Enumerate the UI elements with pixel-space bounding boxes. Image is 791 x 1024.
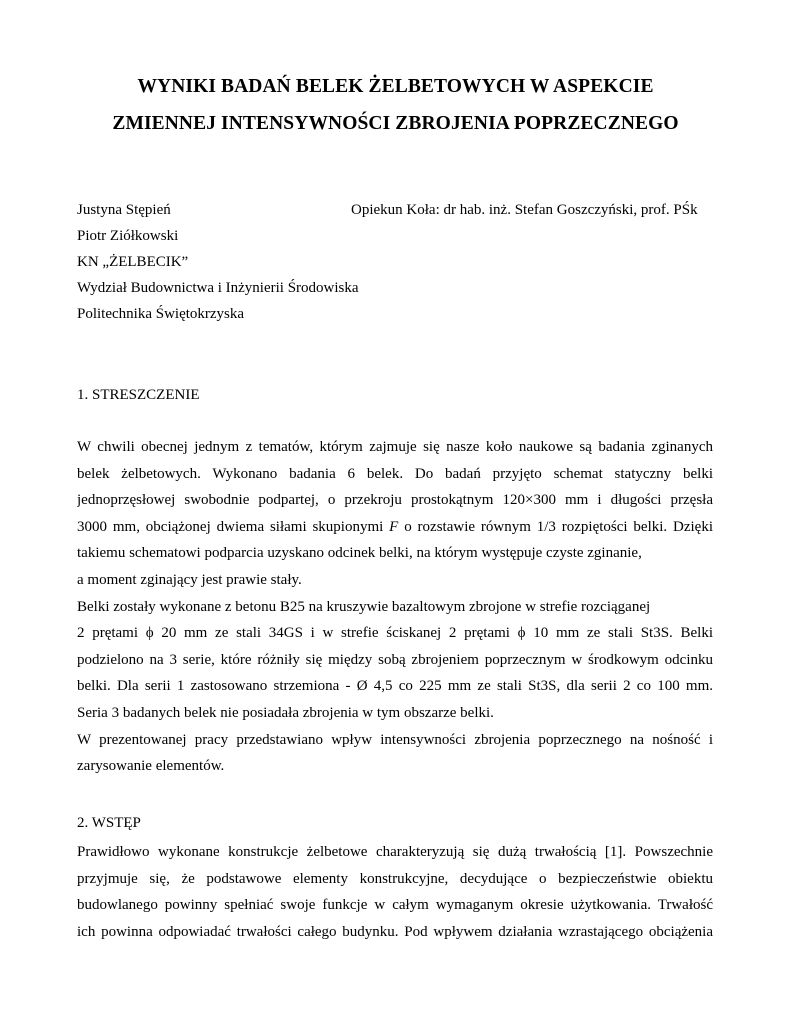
text-line: belek żelbetowych. Wykonano badania 6 belek. Do badań przyjęto schemat statyczny belki bbox=[77, 465, 713, 482]
text-line: podzielono na 3 serie, które różniły się między sobą zbrojeniem poprzecznym w środkowym odcinku bbox=[77, 651, 713, 668]
text-line: W prezentowanej pracy przedstawiano wpływ intensywności zbrojenia poprzecznego na nośność i bbox=[77, 731, 713, 748]
faculty: Wydział Budownictwa i Inżynierii Środowiska bbox=[77, 280, 359, 296]
text-line: zarysowanie elementów. bbox=[77, 758, 225, 775]
text-line: takiemu schematowi podparcia uzyskano odcinek belki, na którym występuje czyste zginanie, bbox=[77, 545, 642, 562]
text-line: 2 prętami ϕ 20 mm ze stali 34GS i w strefie ściskanej 2 prętami ϕ 10 mm ze stali St3S. Belki bbox=[77, 625, 713, 642]
text-line: jednoprzęsłowej swobodnie podpartej, o przekroju prostokątnym 120×300 mm i długości przęsła bbox=[77, 492, 713, 509]
text-fragment: 3000 mm, obciążonej dwiema siłami skupionymi bbox=[77, 518, 384, 535]
abstract-text bbox=[77, 434, 713, 780]
text-line: Belki zostały wykonane z betonu B25 na kruszywie bazaltowym zbrojone w strefie rozciąganej bbox=[77, 598, 651, 615]
title-line-1: WYNIKI BADAŃ BELEK ŻELBETOWYCH W ASPEKCIE bbox=[137, 76, 654, 97]
force-symbol: F bbox=[389, 518, 399, 535]
text-line: belki. Dla serii 1 zastosowano strzemiona - Ø 4,5 co 225 mm ze stali St3S, dla serii 2 co 100 mm. bbox=[77, 678, 713, 695]
text-line: a moment zginający jest prawie stały. bbox=[77, 571, 302, 588]
text-line: W chwili obecnej jednym z tematów, którym zajmuje się nasze koło naukowe są badania zginanych bbox=[77, 439, 713, 455]
text-line: budowlanego powinny spełniać swoje funkcje w całym wymaganym okresie użytkowania. Trwałość bbox=[77, 897, 713, 914]
text-fragment: o rozstawie równym 1/3 rozpiętości belki. Dzięki bbox=[404, 518, 713, 535]
text-line: Seria 3 badanych belek nie posiadała zbrojenia w tym obszarze belki. bbox=[77, 704, 494, 721]
student-club: KN „ŻELBECIK” bbox=[77, 254, 189, 270]
author-1: Justyna Stępień bbox=[77, 202, 171, 218]
section-heading-abstract: 1. STRESZCZENIE bbox=[77, 387, 200, 403]
intro-text bbox=[77, 839, 713, 945]
text-line: ich powinna odpowiadać trwałości całego budynku. Pod wpływem działania wzrastającego obciążenia bbox=[77, 923, 713, 940]
title-line-2: ZMIENNEJ INTENSYWNOŚCI ZBROJENIA POPRZECZNEGO bbox=[112, 113, 679, 134]
university: Politechnika Świętokrzyska bbox=[77, 306, 245, 322]
section-heading-intro: 2. WSTĘP bbox=[77, 815, 141, 831]
text-line bbox=[77, 514, 713, 541]
text-line: przyjmuje się, że podstawowe elementy konstrukcyjne, decydujące o bezpieczeństwie obiektu bbox=[77, 870, 713, 887]
text-line: Prawidłowo wykonane konstrukcje żelbetowe charakteryzują się dużą trwałością [1]. Powszechnie bbox=[77, 844, 713, 860]
supervisor: Opiekun Koła: dr hab. inż. Stefan Goszczyński, prof. PŚk bbox=[351, 202, 698, 218]
author-2: Piotr Ziółkowski bbox=[77, 228, 179, 244]
